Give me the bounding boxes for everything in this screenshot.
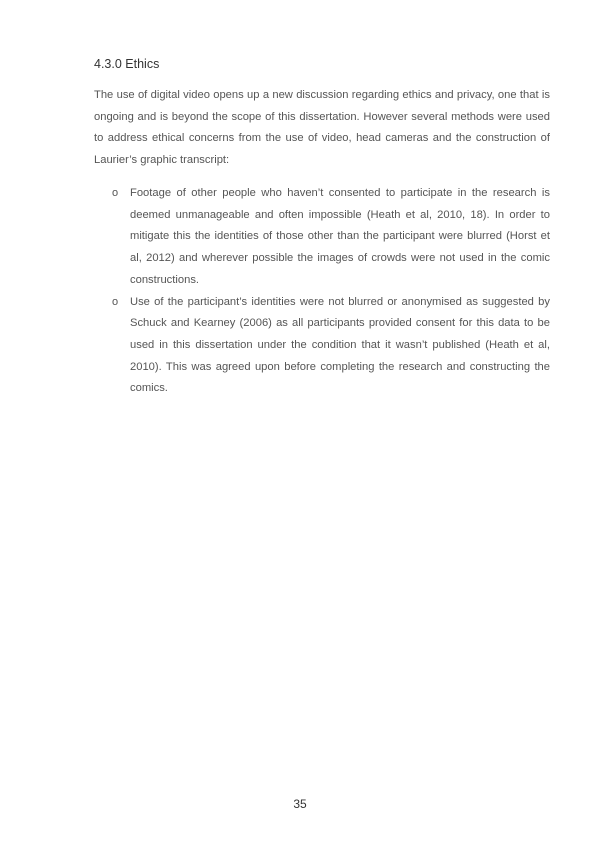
list-item <box>94 292 550 401</box>
bullet-text: Use of the participant’s identities were not blurred or anonymised as suggested by Schuck and Kearney (2006) as all participants provided consent for this data to be used in this dissertation under the condition that it wasn’t published (Heath et al, 2010). This was agreed upon before completing the research and constructing the comics. <box>130 295 550 395</box>
section-heading: 4.3.0 Ethics <box>94 57 160 71</box>
page-number: 35 <box>293 797 307 811</box>
bullet-text: Footage of other people who haven’t consented to participate in the research is deemed unmanageable and often impossible (Heath et al, 2010, 18). In order to mitigate this the identities of those other than the participant were blurred (Horst et al, 2012) and wherever possible the images of crowds were not used in the comic constructions. <box>130 187 550 286</box>
list-item <box>94 183 550 292</box>
bullet-marker: o <box>112 187 119 199</box>
bullet-marker: o <box>112 295 119 308</box>
intro-paragraph: The use of digital video opens up a new discussion regarding ethics and privacy, one that is ongoing and is beyond the scope of this dissertation. However several methods were used to address ethical concerns from the use of video, head cameras and the construction of Laurier’s graphic transcript: <box>94 89 550 167</box>
bullet-list <box>94 183 550 400</box>
